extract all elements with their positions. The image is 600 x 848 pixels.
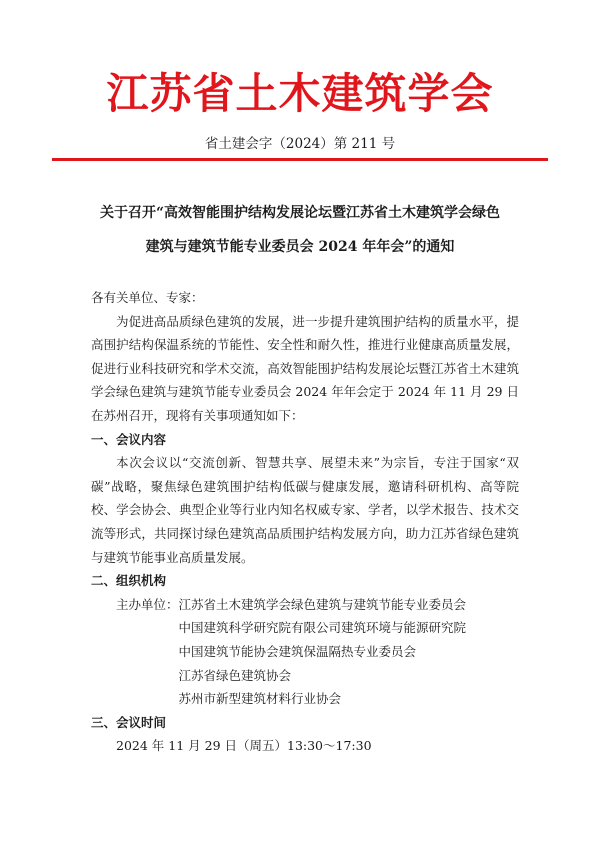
section-heading-organizers: 二、组织机构 <box>91 573 167 589</box>
red-header-rule <box>52 158 548 161</box>
intro-paragraph: 为促进高品质绿色建筑的发展，进一步提升建筑围护结构的质量水平，提高围护结构保温系统的节能性、安全性和耐久性，推进行业健康高质量发展，促进行业科技研究和学术交流，高效智能围护结构发展论坛暨江苏省土木建筑学会绿色建筑与建筑节能专业委员会 2024 年年会定于 2024 年 11 月 29 日在苏州召开，现将有关事项通知如下： <box>91 313 519 423</box>
meeting-time: 2024 年 11 月 29 日（周五）13:30～17:30 <box>116 738 372 754</box>
organizer-item: 江苏省土木建筑学会绿色建筑与建筑节能专业委员会 <box>178 596 467 612</box>
section-heading-time: 三、会议时间 <box>91 714 167 730</box>
organizer-item: 中国建筑科学研究院有限公司建筑环境与能源研究院 <box>178 620 467 636</box>
salutation: 各有关单位、专家： <box>91 290 204 305</box>
notice-title-line-2: 建筑与建筑节能专业委员会 2024 年年会”的通知 <box>145 239 455 255</box>
organizer-item: 苏州市新型建筑材料行业协会 <box>178 691 342 707</box>
organizer-label: 主办单位： <box>116 596 179 612</box>
organizer-row <box>91 664 519 688</box>
organizer-item: 中国建筑节能协会建筑保温隔热专业委员会 <box>178 643 417 659</box>
organizer-row <box>91 687 519 711</box>
section-heading-content: 一、会议内容 <box>91 431 167 447</box>
organization-title: 江苏省土木建筑学会 <box>106 69 494 118</box>
organizer-row <box>91 640 519 664</box>
notice-title-line-1: 关于召开“高效智能围护结构发展论坛暨江苏省土木建筑学会绿色 <box>99 205 501 221</box>
document-number: 省土建会字（2024）第 211 号 <box>204 136 396 152</box>
notice-body <box>91 286 519 758</box>
section-content-paragraph: 本次会议以“交流创新、智慧共享、展望未来”为宗旨，专注于国家“双碳”战略，聚焦绿色建筑围护结构低碳与健康发展，邀请科研机构、高等院校、学会协会、典型企业等行业内知名权威专家、学者，以学术报告、技术交流等形式，共同探讨绿色建筑高品质围护结构发展方向，助力江苏省绿色建筑与建筑节能事业高质量发展。 <box>91 455 519 565</box>
organizer-row <box>91 593 519 617</box>
notice-title <box>70 196 530 264</box>
organizer-item: 江苏省绿色建筑协会 <box>178 667 292 683</box>
organizer-row <box>91 616 519 640</box>
